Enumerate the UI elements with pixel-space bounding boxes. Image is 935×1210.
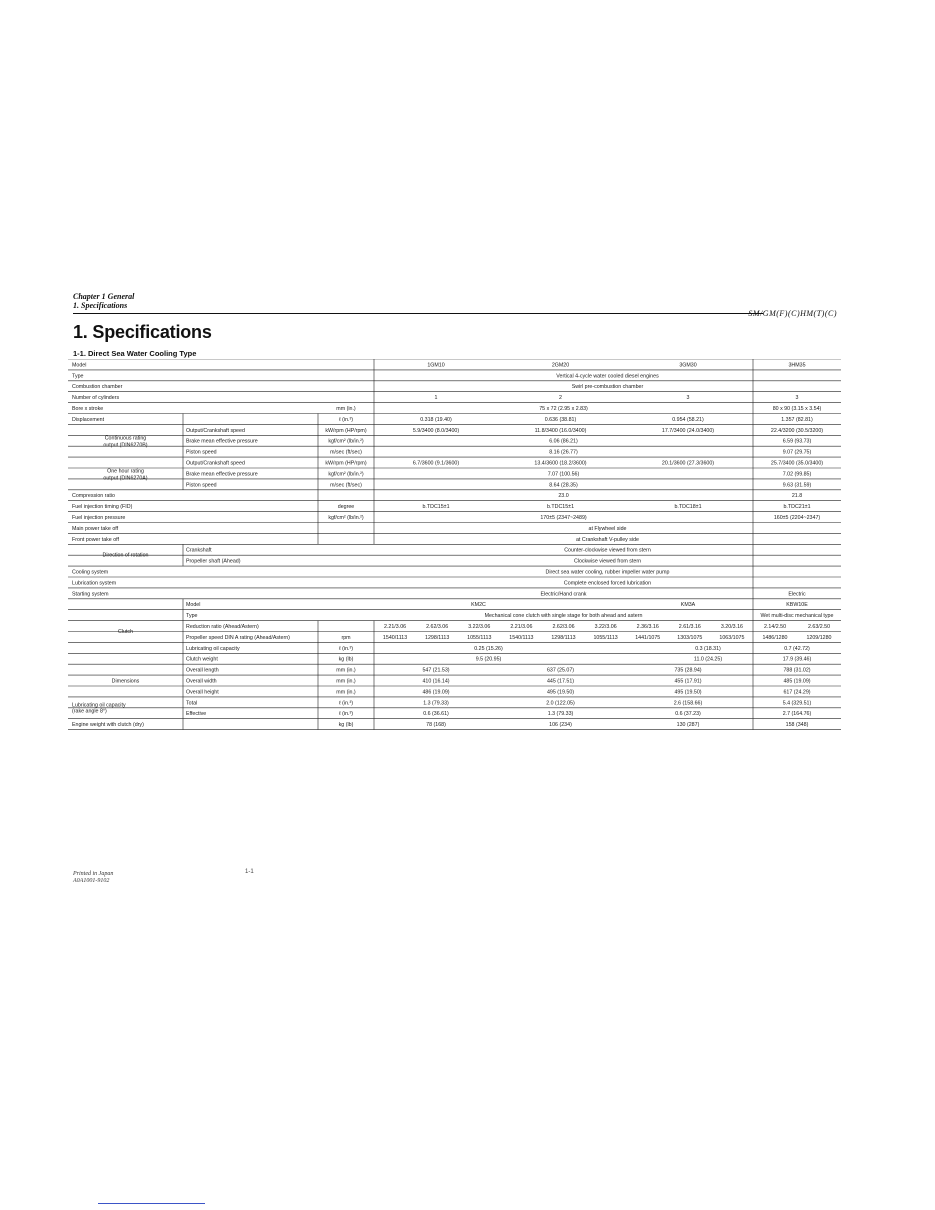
one-hour-piston-value: 8.64 (28.35) xyxy=(549,482,578,489)
dim-length-value: 637 (25.07) xyxy=(546,667,575,674)
clutch-weight-unit: kg (lb) xyxy=(338,656,354,663)
clutch-propspeed-unit: rpm xyxy=(341,634,351,641)
one-hour-label: One hour rating xyxy=(107,468,144,475)
continuous-bmep-value: 6.59 (93.73) xyxy=(782,438,812,445)
clutch-reduction-value: 2.63/2.50 xyxy=(807,624,831,631)
continuous-output-value: 5.9/3400 (8.0/3400) xyxy=(412,427,460,434)
dim-width-value: 410 (16.14) xyxy=(422,678,450,685)
dim-height-value: 495 (19.50) xyxy=(674,689,702,696)
oil-total-value: 5.4 (329.51) xyxy=(782,700,812,707)
front-pto-label: Front power take off xyxy=(72,536,120,543)
chapter-label: Chapter 1 General xyxy=(73,292,135,301)
clutch-reduction-value: 2.62/3.06 xyxy=(426,624,449,631)
one-hour-output-value: 25.7/3400 (35.0/3400) xyxy=(770,460,824,467)
one-hour-bmep-value: 7.02 (99.85) xyxy=(782,471,812,478)
displacement-unit: ℓ (in.³) xyxy=(338,416,354,423)
specifications-table xyxy=(68,359,841,734)
lubrication-value: Complete enclosed forced lubrication xyxy=(563,580,652,587)
dim-length-unit: mm (in.) xyxy=(336,667,356,674)
front-pto-value: at Crankshaft V-pulley side xyxy=(575,536,640,543)
clutch-propspeed-value: 1055/1113 xyxy=(467,634,492,641)
dim-width-value: 485 (19.09) xyxy=(783,678,811,685)
continuous-piston-unit: m/sec (ft/sec) xyxy=(330,449,362,456)
dim-height-label: Overall height xyxy=(186,689,219,696)
dim-length-value: 547 (21.53) xyxy=(422,667,450,674)
inj-timing-unit: degree xyxy=(337,504,355,511)
clutch-propspeed-value: 1209/1280 xyxy=(806,634,832,641)
dim-length-value: 788 (31.02) xyxy=(783,667,811,674)
clutch-oilcap-unit: ℓ (in.³) xyxy=(338,645,354,652)
continuous-label: output (DIN6270B) xyxy=(103,442,148,449)
dim-length-label: Overall length xyxy=(186,667,219,674)
print-info xyxy=(73,871,113,885)
oil-effective-unit: ℓ (in.³) xyxy=(338,711,354,718)
inj-pressure-value: 160±5 (2204~2347) xyxy=(773,515,821,522)
displacement-value: 0.318 (19.40) xyxy=(420,416,452,423)
oil-total-value: 2.6 (158.66) xyxy=(673,700,703,707)
inj-timing-value: b.TDC15±1 xyxy=(546,504,575,511)
engine-weight-value: 130 (287) xyxy=(676,722,700,729)
starting-value: Electric/Hand crank xyxy=(540,591,587,598)
clutch-propspeed-value: 1055/1113 xyxy=(593,634,618,641)
table-text xyxy=(72,362,834,728)
oil-total-label: Total xyxy=(186,700,198,707)
header-rule xyxy=(73,313,763,314)
rotation-label: Direction of rotation xyxy=(102,552,149,559)
rotation-prop-value: Clockwise viewed from stern xyxy=(573,558,642,565)
dim-height-value: 486 (19.09) xyxy=(422,689,450,696)
clutch-propspeed-value: 1303/1075 xyxy=(677,634,703,641)
displacement-value: 0.954 (58.21) xyxy=(672,416,704,423)
clutch-reduction-value: 2.36/3.16 xyxy=(636,624,659,631)
clutch-weight-label: Clutch weight xyxy=(186,656,218,663)
oil-capacity-label: Lubricating oil capacity xyxy=(72,702,126,709)
clutch-reduction-value: 3.20/3.16 xyxy=(720,624,743,631)
clutch-type-value: Mechanical cone clutch with single stage for both ahead and astern xyxy=(484,613,643,620)
one-hour-label: output (DIN6270A) xyxy=(103,475,148,482)
clutch-reduction-value: 2.62/3.06 xyxy=(552,624,575,631)
clutch-reduction-value: 2.14/2.50 xyxy=(763,624,787,631)
engine-weight-label: Engine weight with clutch (dry) xyxy=(72,722,144,729)
dim-width-value: 445 (17.51) xyxy=(546,678,575,685)
print-country: Printed in Japan xyxy=(73,871,114,877)
model-name: 2GM20 xyxy=(551,362,570,369)
continuous-bmep-unit: kgf/cm² (lb/in.²) xyxy=(328,438,364,445)
one-hour-output-label: Output/Crankshaft speed xyxy=(186,460,245,467)
one-hour-bmep-unit: kgf/cm² (lb/in.²) xyxy=(328,471,364,478)
bore-value: 80 x 90 (3.15 x 3.54) xyxy=(772,406,822,413)
cylinders-label: Number of cylinders xyxy=(72,395,120,402)
clutch-propspeed-value: 1540/1113 xyxy=(382,634,408,641)
clutch-reduction-value: 3.22/3.06 xyxy=(594,624,617,631)
clutch-model-value: KM3A xyxy=(680,602,696,609)
type-value: Vertical 4-cycle water cooled diesel engines xyxy=(556,373,659,380)
oil-effective-value: 1.3 (79.33) xyxy=(547,711,574,718)
oil-effective-value: 0.6 (37.23) xyxy=(675,711,701,718)
inj-pressure-value: 170±5 (2347~2489) xyxy=(540,515,587,522)
model-label: Model xyxy=(72,362,87,369)
clutch-type-value: Wet multi-disc mechanical type xyxy=(760,613,834,620)
clutch-reduction-value: 2.21/3.06 xyxy=(384,624,407,631)
continuous-piston-value: 8.16 (26.77) xyxy=(549,449,578,456)
displacement-value: 1.357 (82.81) xyxy=(781,416,813,423)
cylinders-value: 3 xyxy=(795,395,799,402)
oil-effective-value: 0.6 (36.61) xyxy=(423,711,449,718)
clutch-reduction-value: 3.22/3.06 xyxy=(468,624,491,631)
rotation-crank-value: Counter-clockwise viewed from stern xyxy=(564,547,651,554)
dim-height-unit: mm (in.) xyxy=(336,689,356,696)
inj-timing-value: b.TDC21±1 xyxy=(783,504,811,511)
clutch-oilcap-value: 0.7 (42.72) xyxy=(784,645,810,652)
continuous-output-unit: kW/rpm (HP/rpm) xyxy=(325,427,367,434)
oil-effective-value: 2.7 (164.76) xyxy=(782,711,812,718)
one-hour-bmep-label: Brake mean effective pressure xyxy=(186,471,258,478)
rotation-crank-label: Crankshaft xyxy=(186,547,212,554)
clutch-weight-value: 9.5 (20.95) xyxy=(475,656,502,663)
clutch-label: Clutch xyxy=(117,629,134,636)
combustion-value: Swirl pre-combustion chamber xyxy=(571,384,644,391)
inj-timing-label: Fuel injection timing (FID) xyxy=(72,504,133,511)
compression-value: 23.0 xyxy=(558,493,569,500)
compression-label: Compression ratio xyxy=(72,493,115,500)
compression-value: 21.8 xyxy=(791,493,803,500)
dim-width-unit: mm (in.) xyxy=(336,678,356,685)
section-subtitle: 1-1. Direct Sea Water Cooling Type xyxy=(73,349,197,358)
inj-timing-value: b.TDC15±1 xyxy=(422,504,450,511)
continuous-bmep-label: Brake mean effective pressure xyxy=(186,438,258,445)
continuous-piston-label: Piston speed xyxy=(186,449,217,456)
continuous-output-value: 22.4/3200 (30.5/3200) xyxy=(770,427,824,434)
clutch-propspeed-value: 1441/1075 xyxy=(635,634,661,641)
one-hour-piston-label: Piston speed xyxy=(186,482,217,489)
page-title: 1. Specifications xyxy=(73,322,212,342)
dim-width-value: 455 (17.91) xyxy=(674,678,702,685)
inj-pressure-label: Fuel injection pressure xyxy=(72,515,126,522)
continuous-piston-value: 9.07 (29.75) xyxy=(782,449,812,456)
engine-weight-value: 106 (234) xyxy=(549,722,572,729)
main-pto-label: Main power take off xyxy=(72,525,119,532)
bore-value: 75 x 72 (2.95 x 2.83) xyxy=(539,406,588,413)
clutch-oilcap-label: Lubricating oil capacity xyxy=(186,645,240,652)
cylinders-value: 3 xyxy=(686,395,690,402)
one-hour-output-value: 6.7/3600 (9.1/3600) xyxy=(412,460,460,467)
continuous-output-label: Output/Crankshaft speed xyxy=(186,427,245,434)
clutch-reduction-value: 2.61/3.16 xyxy=(678,624,701,631)
clutch-model-value: KBW10E xyxy=(786,602,808,609)
clutch-propspeed-value: 1298/1113 xyxy=(551,634,576,641)
starting-value: Electric xyxy=(788,591,806,598)
clutch-propspeed-value: 1298/1113 xyxy=(425,634,450,641)
model-series-label: SM/GM(F)(C)HM(T)(C) xyxy=(748,309,837,318)
engine-weight-value: 78 (168) xyxy=(426,722,446,729)
starting-label: Starting system xyxy=(72,591,109,598)
clutch-type-label: Type xyxy=(186,613,198,620)
table-grid xyxy=(68,359,841,730)
clutch-model-label: Model xyxy=(186,602,201,609)
inj-timing-value: b.TDC18±1 xyxy=(674,504,702,511)
clutch-propspeed-value: 1540/1113 xyxy=(509,634,534,641)
continuous-output-value: 11.8/3400 (16.0/3400) xyxy=(534,427,587,434)
model-name: 3GM30 xyxy=(679,362,697,369)
page-number: 1-1 xyxy=(245,869,254,875)
dim-length-value: 735 (28.94) xyxy=(674,667,702,674)
continuous-bmep-value: 6.06 (86.21) xyxy=(549,438,578,445)
bore-unit: mm (in.) xyxy=(336,406,356,413)
dimensions-label: Dimensions xyxy=(111,678,140,685)
one-hour-output-value: 13.4/3600 (18.2/3600) xyxy=(534,460,587,467)
combustion-label: Combustion chamber xyxy=(72,384,123,391)
clutch-weight-value: 11.0 (24.25) xyxy=(693,656,723,663)
rotation-prop-label: Propeller shaft (Ahead) xyxy=(186,558,241,565)
chapter-header xyxy=(73,292,134,310)
one-hour-output-value: 20.1/3600 (27.3/3600) xyxy=(661,460,715,467)
engine-weight-unit: kg (lb) xyxy=(338,722,354,729)
oil-total-unit: ℓ (in.³) xyxy=(338,700,354,707)
clutch-oilcap-value: 0.3 (18.31) xyxy=(695,645,721,652)
model-name: 3HM35 xyxy=(788,362,806,369)
type-label: Type xyxy=(72,373,84,380)
oil-total-value: 2.0 (122.05) xyxy=(546,700,575,707)
clutch-propspeed-label: Propeller speed DIN A rating (Ahead/Astern) xyxy=(186,634,290,641)
displacement-value: 0.636 (38.81) xyxy=(544,416,577,423)
continuous-label: Continuous rating xyxy=(104,435,147,442)
one-hour-output-unit: kW/rpm (HP/rpm) xyxy=(325,460,367,467)
bore-label: Bore x stroke xyxy=(72,406,104,413)
displacement-label: Displacement xyxy=(72,416,105,423)
cylinders-value: 2 xyxy=(559,395,562,402)
hyperlink-underline[interactable] xyxy=(98,1203,205,1204)
clutch-model-value: KM2C xyxy=(471,602,486,609)
clutch-oilcap-value: 0.25 (15.26) xyxy=(474,645,503,652)
dim-height-value: 495 (19.50) xyxy=(546,689,575,696)
dim-width-label: Overall width xyxy=(186,678,217,685)
clutch-weight-value: 17.9 (39.46) xyxy=(782,656,812,663)
cooling-value: Direct sea water cooling, rubber impeller water pump xyxy=(545,569,670,576)
continuous-output-value: 17.7/3400 (24.0/3400) xyxy=(661,427,715,434)
clutch-reduction-label: Reduction ratio (Ahead/Astern) xyxy=(186,624,259,631)
cylinders-value: 1 xyxy=(434,395,438,402)
oil-capacity-label: (rake angle 8°) xyxy=(72,708,107,715)
print-code: A0A1001-9102 xyxy=(73,878,110,884)
inj-pressure-unit: kgf/cm² (lb/in.²) xyxy=(328,515,364,522)
main-pto-value: at Flywheel side xyxy=(588,525,627,532)
one-hour-piston-unit: m/sec (ft/sec) xyxy=(330,482,362,489)
clutch-propspeed-value: 1486/1280 xyxy=(762,634,788,641)
oil-effective-label: Effective xyxy=(186,711,207,718)
oil-total-value: 1.3 (79.33) xyxy=(423,700,449,707)
one-hour-bmep-value: 7.07 (100.56) xyxy=(547,471,580,478)
model-name: 1GM10 xyxy=(427,362,445,369)
clutch-reduction-value: 2.21/3.06 xyxy=(510,624,533,631)
section-label: 1. Specifications xyxy=(73,301,128,310)
cooling-label: Cooling system xyxy=(72,569,109,576)
clutch-propspeed-value: 1063/1075 xyxy=(719,634,745,641)
dim-height-value: 617 (24.29) xyxy=(783,689,811,696)
one-hour-piston-value: 9.63 (31.59) xyxy=(782,482,812,489)
engine-weight-value: 158 (348) xyxy=(785,722,809,729)
lubrication-label: Lubrication system xyxy=(72,580,117,587)
